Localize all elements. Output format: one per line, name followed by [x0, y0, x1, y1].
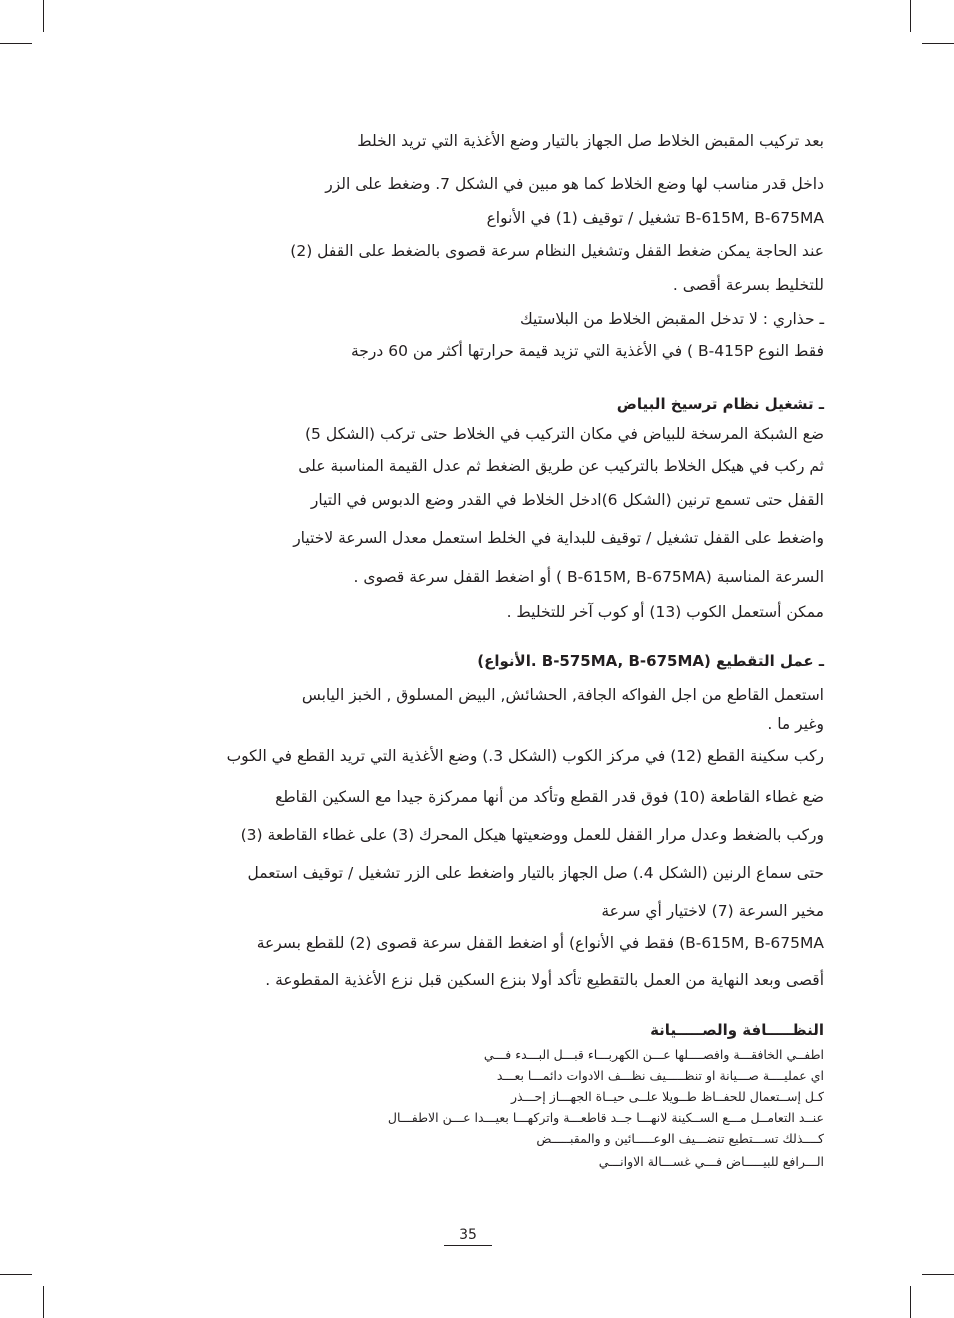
crop-mark — [910, 0, 911, 32]
text-line: أقصى وبعد النهاية من العمل بالتقطيع تأكد أولا بنزع السكين قبل نزع الأغذية المقطوعة . — [265, 971, 824, 989]
crop-mark — [910, 1286, 911, 1318]
crop-mark — [922, 1274, 954, 1275]
text-line: كــــذلك تســـتطيع تنضـــيف الوعـــــائين و والمقبـــــض — [536, 1131, 824, 1146]
text-line: حتى سماع الرنين (الشكل 4.) صل الجهاز بالتيار واضغط على الزر تشغيل / توقيف استعمل — [247, 864, 824, 882]
crop-mark — [0, 1274, 32, 1275]
section-heading: ـ عمل التقطيع (B-575MA, B-675MA .الأنواع) — [477, 652, 824, 670]
text-line: وركب بالضغط وعدل مرار القفل للعمل ووضعيتها هيكل المحرك (3) على غطاء القاطعة (3) — [240, 826, 824, 844]
text-line: اطفــي الخافقـــة وافصــــلها عـــن الكهربـــاء قبـــل البـــدء فـــي — [483, 1047, 824, 1062]
text-line: بعد تركيب المقبض الخلاط صل الجهاز بالتيار وضع الأغذية التي تريد الخلط — [357, 132, 824, 150]
page-number-rule — [444, 1245, 492, 1246]
text-line: القفل حتى تسمع ترنين (الشكل 6)ادخل الخلاط في القدر وضع الدبوس في التيار — [310, 491, 824, 509]
text-line: داخل قدر مناسب لها وضع الخلاط كما هو مبين في الشكل 7. وضغط على الزر — [325, 175, 824, 193]
text-line: ضع غطاء القاطعة (10) فوق قدر القطع وتأكد من أنها ممركزة جيدا مع السكين القاطع — [275, 788, 824, 806]
text-line: واضغط على القفل تشغيل / توقيف للبداية في الخلط استعمل معدل السرعة لاختيار — [293, 529, 824, 547]
text-line: استعمل القاطع من اجل الفواكه الجافة, الحشائش, البيض المسلوق , الخبز اليابس — [301, 686, 824, 704]
section-heading: ـ تشغيل نظام ترسيخ البياض — [616, 395, 824, 413]
text-line: وغير ما . — [767, 715, 824, 733]
text-line: ركب سكينة القطع (12) في مركز الكوب (الشكل 3.) وضع الأغذية التي تريد القطع في الكوب — [226, 747, 824, 765]
text-line: عنــد التعامــل مـــع الســكينة لانهـــا جــد قاطعـــة واتركهـــا بعيـــدا عـــن الاطفـــال — [387, 1110, 824, 1125]
crop-mark — [0, 43, 32, 44]
text-line: اي عمليــــة صـــيانة او تنظـــــيف نظـــف الادوات دائمـــا بعـــد — [496, 1068, 824, 1083]
warning-line: ـ حذاري : لا تدخل المقبض الخلاط من البلاستيك — [519, 310, 824, 328]
text-line: كـل إســتعمال للحفــاظ طــويلا علــى حيــاة الجهـــاز إحـــذر — [510, 1089, 824, 1104]
text-line: فقط النوع B-415P ) في الأغذية التي تزيد قيمة حرارتها أكثر من 60 درجة — [351, 342, 824, 360]
text-line: عند الحاجة يمكن ضغط القفل وتشغيل النظام سرعة قصوى بالضغط على القفل (2) — [290, 242, 824, 260]
text-line: B-615M, B-675MA تشغيل / توقيف (1) في الأنواع — [486, 209, 824, 227]
text-line: السرعة المناسبة (B-615M, B-675MA ) أو اضغط القفل سرعة قصوى . — [353, 568, 824, 586]
page-number: 35 — [459, 1227, 477, 1243]
section-heading: النظـــــافة والصـــــيانة — [650, 1021, 824, 1039]
crop-mark — [922, 43, 954, 44]
text-line: مخير السرعة (7) لاختيار أي سرعة — [601, 902, 824, 920]
text-line: الـــرافع للبيـــــاض فـــي غســـالة الاوانـــي — [598, 1154, 824, 1169]
crop-mark — [43, 1286, 44, 1318]
text-line: ممكن أستعمل الكوب (13) أو كوب آخر للتخليط . — [506, 603, 824, 621]
crop-mark — [43, 0, 44, 32]
text-line: للتخليط بسرعة أقصى . — [672, 276, 824, 294]
text-line: ثم ركب في هيكل الخلاط بالتركيب عن طريق الضغط ثم عدل القيمة المناسبة على — [298, 457, 824, 475]
text-line: ضع الشبكة المرسخة للبياض في مكان التركيب في الخلاط حتى تركب (الشكل 5) — [304, 425, 824, 443]
text-line: B-615M, B-675MA) فقط في الأنواع) أو اضغط القفل سرعة قصوى (2) للقطع بسرعة — [256, 934, 824, 952]
